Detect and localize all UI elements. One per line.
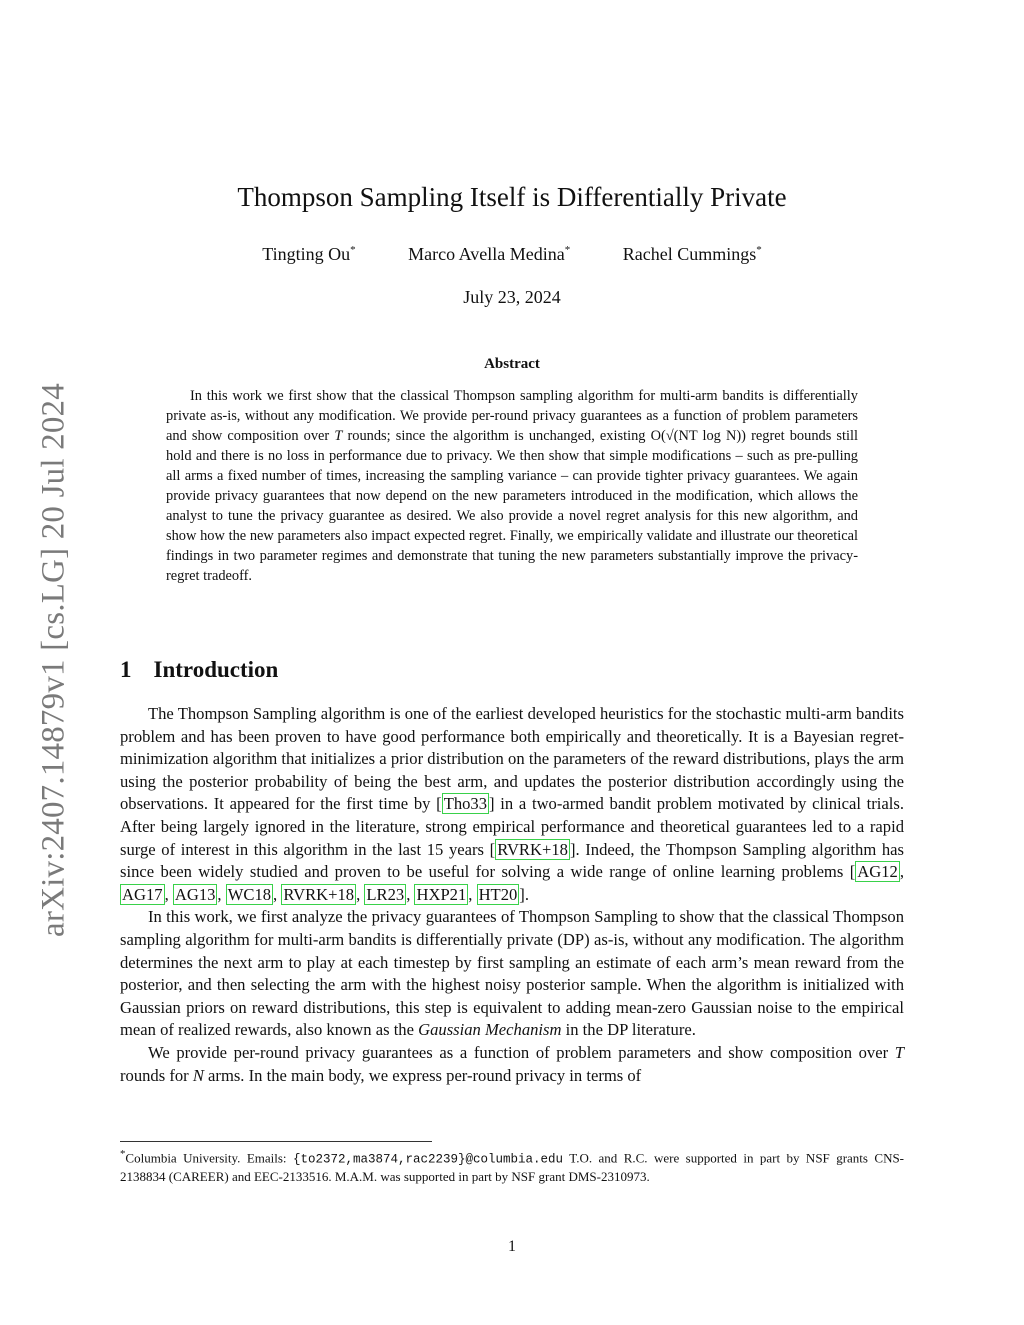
citation-link[interactable]: Tho33 xyxy=(443,794,488,814)
citation-link[interactable]: AG12 xyxy=(857,862,898,882)
paper-date: July 23, 2024 xyxy=(463,287,561,307)
citation-link[interactable]: AG17 xyxy=(122,884,163,904)
paragraph: The Thompson Sampling algorithm is one of the earliest developed heuristics for the stochastic multi-arm bandits problem and has been proven to have good performance both empirically and theoretically. It is a Bayesian regret-minimization algorithm that initializes a prior distribution on the parameters of the reward distributions, plays the arm using the posterior probability of being the best arm, and updates the posterior distribution accordingly using the observations. It appeared for the first time by [ Tho33 ] in a two-armed bandit problem motivated by clinical trials. After being largely ignored in the literature, strong empirical performance and theoretical guarantees led to a rapid surge of interest in this algorithm in the last 15 years [ RVRK+18 ]. Indeed, the Thompson Sampling algorithm has since been widely studied and proven to be useful for solving a wide range of online learning problems [ AG12 , AG17 , AG13 , WC18 , RVRK+18 , LR23 , HXP21 , HT20 ]. xyxy=(120,704,905,904)
citation-link[interactable]: RVRK+18 xyxy=(497,839,568,859)
body-text xyxy=(120,703,904,1087)
citation-link[interactable]: RVRK+18 xyxy=(283,884,355,904)
page-number: 1 xyxy=(508,1238,516,1255)
citation-link[interactable]: LR23 xyxy=(366,884,405,904)
email-list: {to2372,ma3874,rac2239}@columbia.edu xyxy=(292,1152,564,1167)
section-heading: 1 Introduction xyxy=(120,657,279,682)
paragraph: We provide per-round privacy guarantees as a function of problem parameters and show composition over T rounds for N arms. In the main body, we express per-round privacy in terms of xyxy=(120,1042,904,1085)
regret-bound-formula: O(√(NT log N)) xyxy=(650,428,746,444)
footnote: *Columbia University. Emails: {to2372,ma3874,rac2239}@columbia.edu T.O. and R.C. were supported in part by NSF grants CNS-2138834 (CAREER) and EEC-2133516. M.A.M. was supported in part by NSF grant DMS-2310973. xyxy=(120,1148,905,1185)
citation-link[interactable]: HT20 xyxy=(478,884,518,904)
author: Rachel Cummings* xyxy=(622,244,762,264)
author-list xyxy=(0,244,1024,265)
author: Tingting Ou* xyxy=(262,244,356,264)
author: Marco Avella Medina* xyxy=(408,244,571,264)
citation-link[interactable]: HXP21 xyxy=(416,884,467,904)
paragraph: In this work, we first analyze the privacy guarantees of Thompson Sampling to show that the classical Thompson sampling algorithm for multi-arm bandits is differentially private (DP) as-is, without any modification. The algorithm determines the next arm to play at each timestep by first sampling an estimate of each arm’s mean reward from the posterior, and then selecting the arm with the highest noisy posterior sample. When the algorithm is initialized with Gaussian priors on reward distributions, this step is equivalent to adding mean-zero Gaussian noise to the empirical mean of realized rewards, also known as the Gaussian Mechanism in the DP literature. xyxy=(120,907,904,1040)
abstract-heading: Abstract xyxy=(484,356,540,372)
footnote-rule xyxy=(120,1141,432,1142)
arxiv-identifier: arXiv:2407.14879v1 [cs.LG] 20 Jul 2024 xyxy=(35,383,72,937)
citation-link[interactable]: WC18 xyxy=(227,884,272,904)
citation-link[interactable]: AG13 xyxy=(174,884,216,904)
abstract-text: In this work we first show that the classical Thompson sampling algorithm for multi-arm bandits is differentially private as-is, without any modification. We provide per-round privacy guarantees as a function of problem parameters and show composition over T rounds; since the algorithm is unchanged, existing O(√(NT log N)) regret bounds still hold and there is no loss in performance due to privacy. We then show that simple modifications – such as pre-pulling all arms a fixed number of times, increasing the sampling variance – can provide tighter privacy guarantees. We again provide privacy guarantees that now depend on the new parameters introduced in the modification, which allows the analyst to tune the privacy guarantee as desired. We also provide a novel regret analysis for this new algorithm, and show how the new parameters also impact expected regret. Finally, we empirically validate and illustrate our theoretical findings in two parameter regimes and demonstrate that tuning the new parameters substantially improve the privacy-regret tradeoff. xyxy=(166,388,859,584)
paper-title: Thompson Sampling Itself is Differentially Private xyxy=(237,182,787,212)
